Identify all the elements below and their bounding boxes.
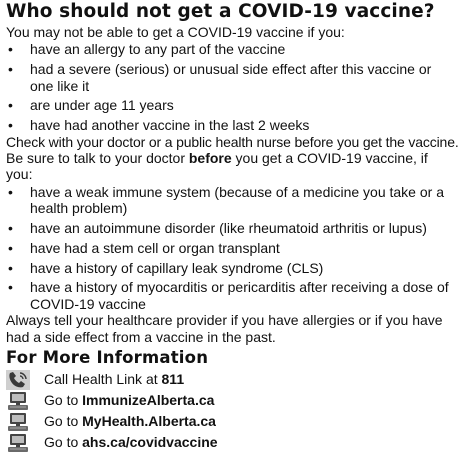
bullet: • xyxy=(8,259,13,276)
precaution-list xyxy=(6,184,458,312)
computer-icon xyxy=(6,412,30,432)
info-row-phone xyxy=(6,369,458,390)
list-item-text: have had a stem cell or organ transplant xyxy=(30,239,280,256)
list-item-text: have a history of capillary leak syndrome (CLS) xyxy=(30,259,324,276)
list-item-text: have had another vaccine in the last 2 weeks xyxy=(30,117,310,134)
info-prefix: Go to xyxy=(44,434,83,451)
phone-number: 811 xyxy=(161,371,185,388)
bullet: • xyxy=(8,41,13,58)
bullet: • xyxy=(8,117,13,134)
always-tell-text: Always tell your healthcare provider if you have allergies or if you have had a side effect from a vaccine in the past. xyxy=(6,312,443,345)
bullet: • xyxy=(8,220,13,237)
info-row-web xyxy=(6,390,458,411)
web-link[interactable]: ImmunizeAlberta.ca xyxy=(82,392,215,409)
list-item xyxy=(6,220,458,236)
list-item-text: have an autoimmune disorder (like rheumatoid arthritis or lupus) xyxy=(30,220,427,237)
info-text xyxy=(44,413,216,429)
list-item xyxy=(6,61,458,94)
info-text xyxy=(44,392,214,408)
list-item-text: have a weak immune system (because of a medicine you take or a health problem) xyxy=(30,183,444,217)
computer-icon xyxy=(6,433,30,453)
list-item xyxy=(6,41,458,57)
more-info-heading: For More Information xyxy=(6,348,209,368)
page-title: Who should not get a COVID-19 vaccine? xyxy=(6,1,435,22)
info-prefix: Go to xyxy=(44,392,83,409)
info-row-web xyxy=(6,411,458,432)
info-prefix: Go to xyxy=(44,413,83,430)
list-item-text: had a severe (serious) or unusual side effect after this vaccine or one like it xyxy=(30,61,432,94)
info-text xyxy=(44,371,184,387)
check-with-doctor-text: Check with your doctor or a public health nurse before you get the vaccine. xyxy=(6,133,459,150)
computer-icon xyxy=(6,391,30,411)
talk-bold: before xyxy=(188,150,232,167)
talk-to-doctor-text xyxy=(6,150,458,183)
web-link[interactable]: ahs.ca/covidvaccine xyxy=(82,434,218,451)
bullet: • xyxy=(8,279,13,296)
bullet: • xyxy=(8,239,13,256)
intro-text: You may not be able to get a COVID-19 vaccine if you: xyxy=(6,24,345,40)
talk-post: you get a COVID-19 vaccine, if you: xyxy=(6,150,428,183)
document-page xyxy=(6,0,458,453)
list-item-text: have a history of myocarditis or pericarditis after receiving a dose of COVID-19 vaccine xyxy=(30,279,449,312)
list-item xyxy=(6,240,458,256)
bullet: • xyxy=(8,97,13,114)
bullet: • xyxy=(8,61,13,78)
info-prefix: Call Health Link at xyxy=(44,371,162,388)
list-item-text: are under age 11 years xyxy=(30,97,174,114)
info-row-web xyxy=(6,432,458,453)
phone-icon xyxy=(6,370,30,390)
list-item xyxy=(6,117,458,133)
talk-pre: Be sure to talk to your doctor xyxy=(6,150,189,167)
contraindication-list xyxy=(6,41,458,133)
list-item xyxy=(6,184,458,217)
bullet: • xyxy=(8,183,13,200)
web-link[interactable]: MyHealth.Alberta.ca xyxy=(82,413,216,430)
list-item-text: have an allergy to any part of the vaccine xyxy=(30,41,286,58)
info-text xyxy=(44,434,218,450)
more-info-list xyxy=(6,369,458,453)
list-item xyxy=(6,260,458,276)
list-item xyxy=(6,97,458,113)
list-item xyxy=(6,279,458,312)
